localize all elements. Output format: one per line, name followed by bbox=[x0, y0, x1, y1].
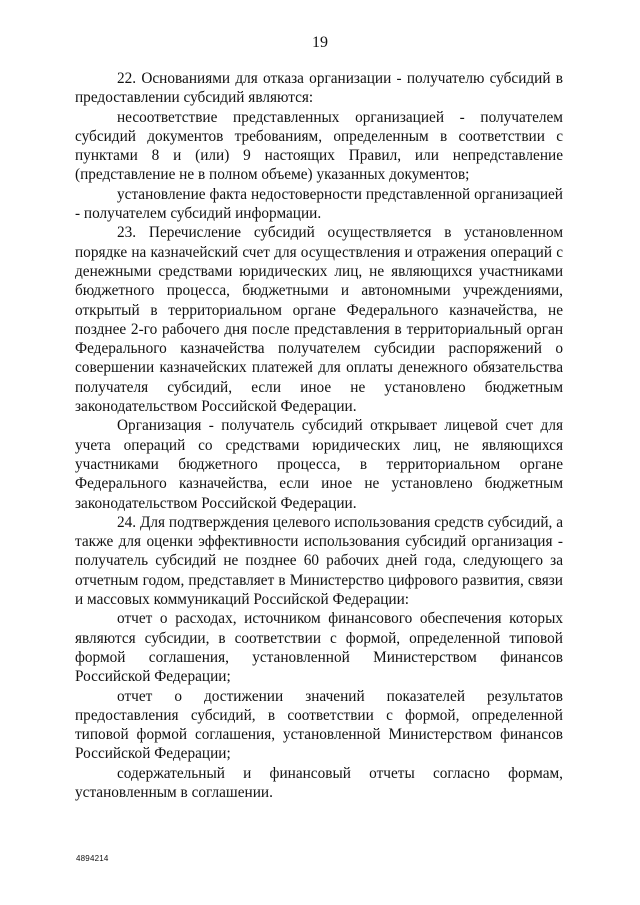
paragraph-24-item-2: отчет о достижении значений показателей результатов предоставления субсидий, в соответствии с формой, определенной типовой формой соглашения, установленной Министерством финансов Российской Федерации; bbox=[75, 687, 563, 763]
paragraph-24-item-1: отчет о расходах, источником финансового обеспечения которых являются субсидии, в соответствии с формой, определенной типовой формой соглашения, установленной Министерством финансов Российской Федерации; bbox=[75, 610, 563, 686]
paragraph-22-item-1: несоответствие представленных организацией - получателем субсидий документов требованиям, определенным в соответствии с пунктами 8 и (или) 9 настоящих Правил, или непредставление (представление не в полном объеме) указанных документов; bbox=[75, 108, 563, 184]
paragraph-23-account: Организация - получатель субсидий открывает лицевой счет для учета операций со средствами юридических лиц, не являющихся участниками бюджетного процесса, в территориальном органе Федерального казначейства, если иное не установлено бюджетным законодательством Российской Федерации. bbox=[75, 417, 563, 512]
paragraph-22-intro: 22. Основаниями для отказа организации - получателю субсидий в предоставлении субсидий являются: bbox=[75, 70, 563, 107]
document-body bbox=[75, 69, 563, 802]
paragraph-22-item-2: установление факта недостоверности представленной организацией - получателем субсидий информации. bbox=[75, 185, 563, 223]
paragraph-24-item-3: содержательный и финансовый отчеты согласно формам, установленным в соглашении. bbox=[75, 764, 563, 801]
document-code: 4894214 bbox=[76, 854, 109, 863]
page-number: 19 bbox=[312, 34, 328, 51]
paragraph-24-intro: 24. Для подтверждения целевого использования средств субсидий, а также для оценки эффективности использования субсидий организация - получатель субсидий не позднее 60 рабочих дней года, следующего за отчетным годом, представляет в Министерство цифрового развития, связи и массовых коммуникаций Российской Федерации: bbox=[75, 513, 563, 609]
paragraph-23: 23. Перечисление субсидий осуществляется в установленном порядке на казначейский счет для осуществления и отражения операций с денежными средствами юридических лиц, не являющихся участниками бюджетного процесса, бюджетными и автономными учреждениями, открытый в территориальном органе Федерального казначейства, не позднее 2-го рабочего дня после представления в территориальный орган Федерального казначейства получателем субсидии распоряжений о совершении казначейских платежей для оплаты денежного обязательства получателя субсидий, если иное не установлено бюджетным законодательством Российской Федерации. bbox=[75, 224, 563, 416]
